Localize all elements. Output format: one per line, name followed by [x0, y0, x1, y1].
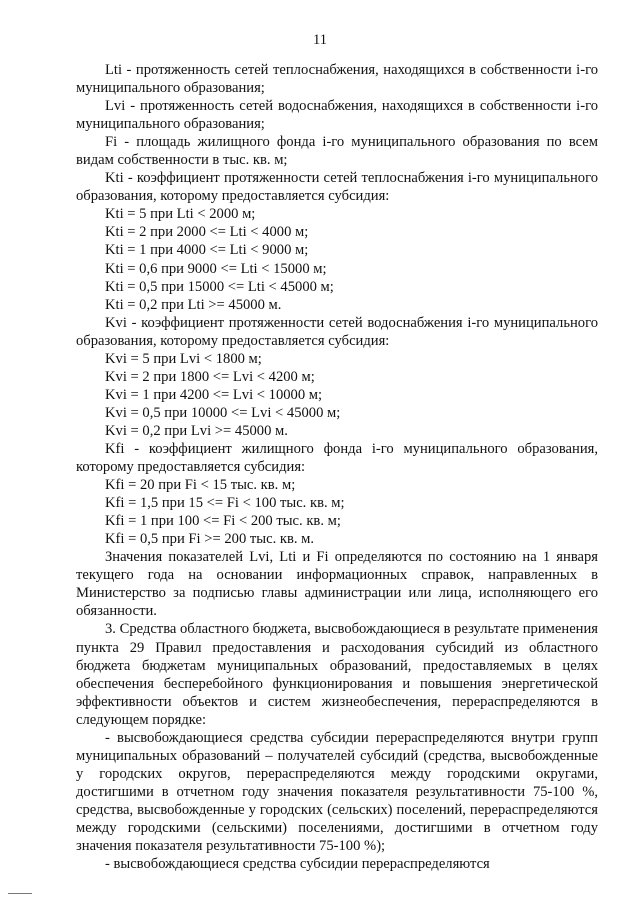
- definition-kfi: Kfi - коэффициент жилищного фонда i-го муниципального образования, которому предоставляется субсидия:: [76, 440, 598, 476]
- formula-kti-4: Kti = 0,6 при 9000 <= Lti < 15000 м;: [105, 260, 327, 277]
- formula-kvi-4: Kvi = 0,5 при 10000 <= Lvi < 45000 м;: [105, 404, 341, 421]
- formula-kti-2: Kti = 2 при 2000 <= Lti < 4000 м;: [105, 224, 309, 241]
- redistribution-item-2: - высвобождающиеся средства субсидии перераспределяются: [105, 856, 490, 873]
- formula-kti-6: Kti = 0,2 при Lti >= 45000 м.: [105, 296, 282, 313]
- formula-kti-5: Kti = 0,5 при 15000 <= Lti < 45000 м;: [105, 278, 334, 295]
- formula-kvi-1: Kvi = 5 при Lvi < 1800 м;: [105, 350, 262, 367]
- formula-kfi-2: Kfi = 1,5 при 15 <= Fi < 100 тыс. кв. м;: [105, 495, 345, 512]
- definition-kti: Kti - коэффициент протяженности сетей теплоснабжения i-го муниципального образования, которому предоставляется субсидия:: [76, 170, 598, 205]
- definition-lvi: Lvi - протяженность сетей водоснабжения, находящихся в собственности i-го муниципального образования;: [76, 98, 598, 133]
- formula-kfi-3: Kfi = 1 при 100 <= Fi < 200 тыс. кв. м;: [105, 513, 341, 530]
- formula-kfi-4: Kfi = 0,5 при Fi >= 200 тыс. кв. м.: [105, 531, 315, 548]
- indicator-values-paragraph: Значения показателей Lvi, Lti и Fi определяются по состоянию на 1 января текущего года на основании информационных справок, направленных в Министерство за подписью главы администрации или лица, исполняющего его обязанности.: [76, 549, 598, 620]
- formula-kvi-3: Kvi = 1 при 4200 <= Lvi < 10000 м;: [105, 386, 323, 403]
- formula-kti-1: Kti = 5 при Lti < 2000 м;: [105, 206, 256, 223]
- formula-kti-3: Kti = 1 при 4000 <= Lti < 9000 м;: [105, 242, 309, 259]
- page-number: 11: [313, 32, 327, 48]
- formula-kvi-2: Kvi = 2 при 1800 <= Lvi < 4200 м;: [105, 368, 315, 385]
- formula-kvi-5: Kvi = 0,2 при Lvi >= 45000 м.: [105, 422, 288, 439]
- definition-kvi: Kvi - коэффициент протяженности сетей водоснабжения i-го муниципального образования, которому предоставляется субсидия:: [76, 314, 598, 349]
- redistribution-item-1: - высвобождающиеся средства субсидии перераспределяются внутри групп муниципальных образований – получателей субсидий (средства, высвобожденные у городских округов, перераспределяются между городскими округами, достигшими в отчетном году значения показателя результативности 75-100 %, средства, высвобожденные у городских (сельских) поселений, перераспределяются между городскими (сельскими) поселениями, достигшими в отчетном году значения показателя результативности 75-100 %);: [76, 729, 598, 855]
- section-3-paragraph: 3. Средства областного бюджета, высвобождающиеся в результате применения пункта 29 Правил предоставления и расходования субсидий из областного бюджета бюджетам муниципальных образований, предоставляемых в целях обеспечения бесперебойного функционирования и повышения энергетической эффективности объектов и систем жизнеобеспечения, перераспределяются в следующем порядке:: [76, 621, 599, 728]
- formula-kfi-1: Kfi = 20 при Fi < 15 тыс. кв. м;: [105, 477, 296, 494]
- definition-lti: Lti - протяженность сетей теплоснабжения, находящихся в собственности i-го муниципального образования;: [76, 62, 598, 97]
- document-body: [76, 61, 598, 873]
- page-bottom-rule: [8, 893, 32, 894]
- definition-fi: Fi - площадь жилищного фонда i-го муниципального образования по всем видам собственности в тыс. кв. м;: [76, 134, 598, 169]
